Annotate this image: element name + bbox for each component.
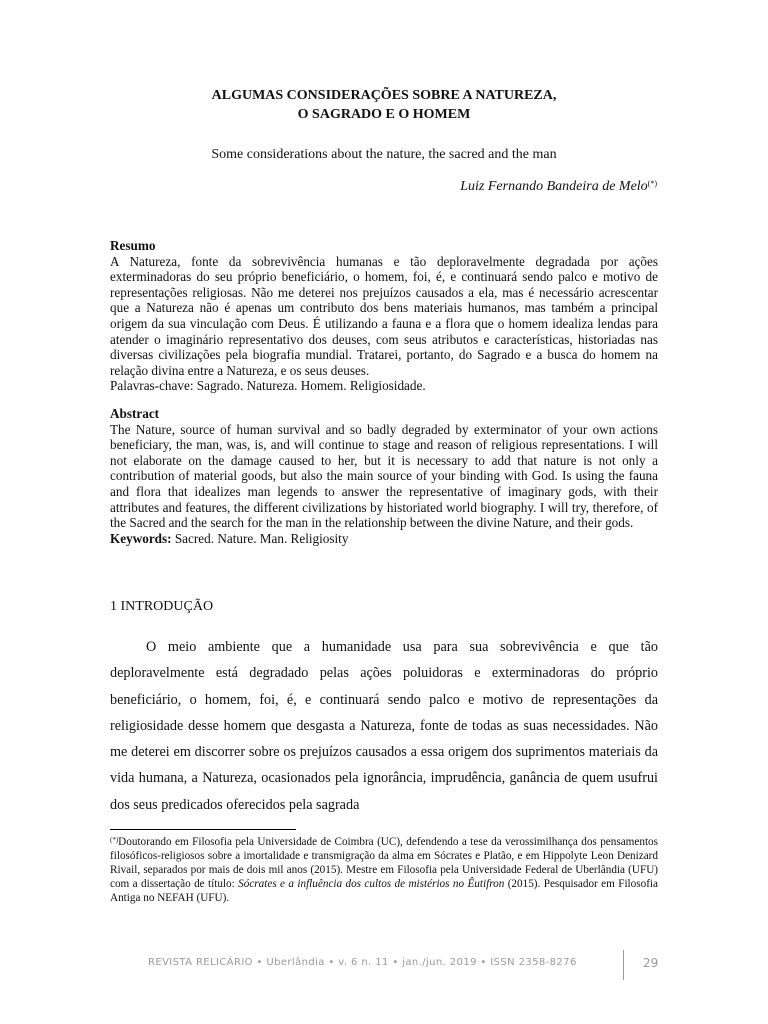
keywords-values: Sacred. Nature. Man. Religiosity	[174, 530, 349, 546]
journal-running-footer: REVISTA RELICÁRIO • Uberlândia • v. 6 n. 11 • jan./jun. 2019 • ISSN 2358-8276	[148, 957, 577, 968]
abstract-heading: Abstract	[110, 406, 160, 421]
keywords-label: Keywords:	[110, 530, 172, 546]
keywords-line	[110, 531, 658, 547]
resumo-text: A Natureza, fonte da sobrevivência humanas e tão deploravelmente degradada por ações exterminadoras do seu próprio beneficiário, o homem, foi, é, e continuará sendo palco e motivo de representações religiosas. Não me deterei nos prejuízos causados a ela, mas é necessário acrescentar que a Natureza não é apenas um contributo dos bens materiais humanos, mas também a principal origem da sua vinculação com Deus. É utilizando a fauna e a flora que o homem idealiza lendas para atender o imaginário representativo dos deuses, com seus atributos e características, historiadas nas diversas civilizações pela biografia mundial. Tratarei, portanto, do Sagrado e a busca do homem na relação divina entre a Natureza, e os seus deuses.	[110, 253, 658, 378]
section-heading-introducao: 1 INTRODUÇÃO	[110, 599, 214, 614]
abstract-section	[110, 406, 658, 546]
footnote-text-part1: Doutorando em Filosofia pela Universidade de Coimbra (UC), defendendo a tese da verossimilhança dos pensamentos filosóficos-religiosos sobre a imortalidade e transmigração da alma em Sócrates e Platão, e em Hippolyte Leon Denizard Rivail, separados por mais de dois mil anos (2015). Mestre em Filosofia pela Universidade Federal de Uberlândia (UFU) com a dissertação de título:	[110, 836, 658, 890]
footnote-marker: (*)	[110, 836, 119, 844]
article-title-line-1: ALGUMAS CONSIDERAÇÕES SOBRE A NATUREZA,	[211, 88, 557, 103]
resumo-section	[110, 238, 658, 394]
resumo-heading: Resumo	[110, 238, 156, 253]
body-paragraph: O meio ambiente que a humanidade usa para sua sobrevivência e que tão deploravelmente está degradado pelas ações poluidoras e exterminadoras do próprio beneficiário, o homem, foi, é, e continuará sendo palco e motivo de representações da religiosidade desse homem que desgasta a Natureza, fonte de todas as suas necessidades. Não me deterei em discorrer sobre os prejuízos causados a essa origem dos suprimentos materiais da vida humana, a Natureza, ocasionados pela ignorância, imprudência, ganância de quem usufrui dos seus predicados oferecidos pela sagrada	[110, 639, 658, 813]
footer-divider	[623, 950, 624, 980]
footnote-text-part2: (2015). Pesquisador em Filosofia Antiga no NEFAH (UFU).	[110, 877, 658, 904]
author-line	[460, 178, 657, 196]
author-footnote-marker: (*)	[647, 179, 657, 188]
author-name: Luiz Fernando Bandeira de Melo	[460, 179, 648, 194]
article-title-line-2: O SAGRADO E O HOMEM	[297, 107, 471, 122]
footnote-dissertation-title: Sócrates e a influência dos cultos de mistérios no Êutifron	[238, 877, 505, 890]
abstract-text: The Nature, source of human survival and so badly degraded by exterminator of your own actions beneficiary, the man, was, is, and will continue to stage and reason of religious representations. I will not elaborate on the damage caused to her, but it is necessary to add that nature is not only a contribution of material goods, but also the main source of your binding with God. Is using the fauna and flora that idealizes man legends to answer the representative of imaginary gods, with their attributes and features, the different civilizations by historiated world biography. I will try, therefore, of the Sacred and the search for the man in the relationship between the divine Nature, and their gods.	[110, 421, 658, 531]
page-number: 29	[643, 956, 659, 970]
palavras-chave: Palavras-chave: Sagrado. Natureza. Homem. Religiosidade.	[110, 378, 426, 394]
english-subtitle: Some considerations about the nature, the sacred and the man	[211, 147, 557, 162]
author-footnote	[110, 836, 658, 906]
article-title	[110, 86, 658, 124]
footnote-divider	[110, 829, 296, 830]
